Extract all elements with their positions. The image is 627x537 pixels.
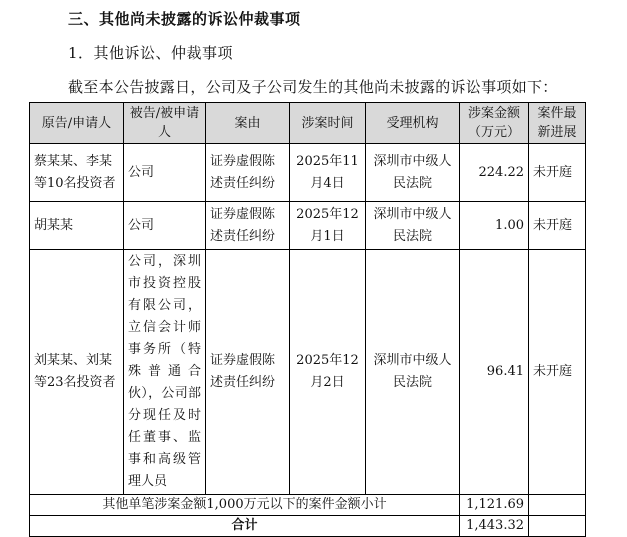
time-cell: 2025年12月1日 [290, 202, 366, 250]
intro-paragraph: 截至本公告披露日，公司及子公司发生的其他尚未披露的诉讼事项如下： [68, 78, 558, 96]
header-cell: 案由 [206, 103, 290, 144]
status-cell: 未开庭 [529, 144, 586, 202]
header-cell: 涉案金额（万元） [460, 103, 529, 144]
header-cell: 原告/申请人 [30, 103, 124, 144]
header-cell: 被告/被申请人 [124, 103, 206, 144]
table-row [30, 202, 586, 250]
time-cell: 2025年11月4日 [290, 144, 366, 202]
amount-cell: 1.00 [460, 202, 529, 250]
litigation-table [29, 102, 586, 537]
status-cell: 未开庭 [529, 202, 586, 250]
total-row [30, 516, 586, 537]
header-cell: 受理机构 [366, 103, 460, 144]
cause-cell: 证券虚假陈述责任纠纷 [206, 202, 290, 250]
table-row [30, 250, 586, 495]
plaintiff-cell: 刘某某、刘某等23名投资者 [30, 250, 124, 495]
plaintiff-cell: 胡某某 [30, 202, 124, 250]
defendant-cell: 公司，深圳市投资控股有限公司，立信会计师事务所（特殊普通合伙），公司部分现任及时任董事、监事和高级管理人员 [124, 250, 206, 495]
sub-title: 1．其他诉讼、仲裁事项 [68, 44, 234, 62]
amount-cell: 224.22 [460, 144, 529, 202]
empty-cell [529, 495, 586, 516]
subtotal-label: 其他单笔涉案金额1,000万元以下的案件金额小计 [30, 495, 460, 516]
total-label: 合计 [30, 516, 460, 537]
time-cell: 2025年12月2日 [290, 250, 366, 495]
total-amount: 1,443.32 [460, 516, 529, 537]
empty-cell [529, 516, 586, 537]
court-cell: 深圳市中级人民法院 [366, 202, 460, 250]
defendant-cell: 公司 [124, 144, 206, 202]
header-cell: 案件最新进展 [529, 103, 586, 144]
court-cell: 深圳市中级人民法院 [366, 250, 460, 495]
court-cell: 深圳市中级人民法院 [366, 144, 460, 202]
table-row [30, 144, 586, 202]
cause-cell: 证券虚假陈述责任纠纷 [206, 250, 290, 495]
plaintiff-cell: 蔡某某、李某等10名投资者 [30, 144, 124, 202]
status-cell: 未开庭 [529, 250, 586, 495]
defendant-cell: 公司 [124, 202, 206, 250]
header-cell: 涉案时间 [290, 103, 366, 144]
subtotal-row [30, 495, 586, 516]
subtotal-amount: 1,121.69 [460, 495, 529, 516]
section-title: 三、其他尚未披露的诉讼仲裁事项 [68, 10, 301, 28]
amount-cell: 96.41 [460, 250, 529, 495]
cause-cell: 证券虚假陈述责任纠纷 [206, 144, 290, 202]
table-header-row [30, 103, 586, 144]
